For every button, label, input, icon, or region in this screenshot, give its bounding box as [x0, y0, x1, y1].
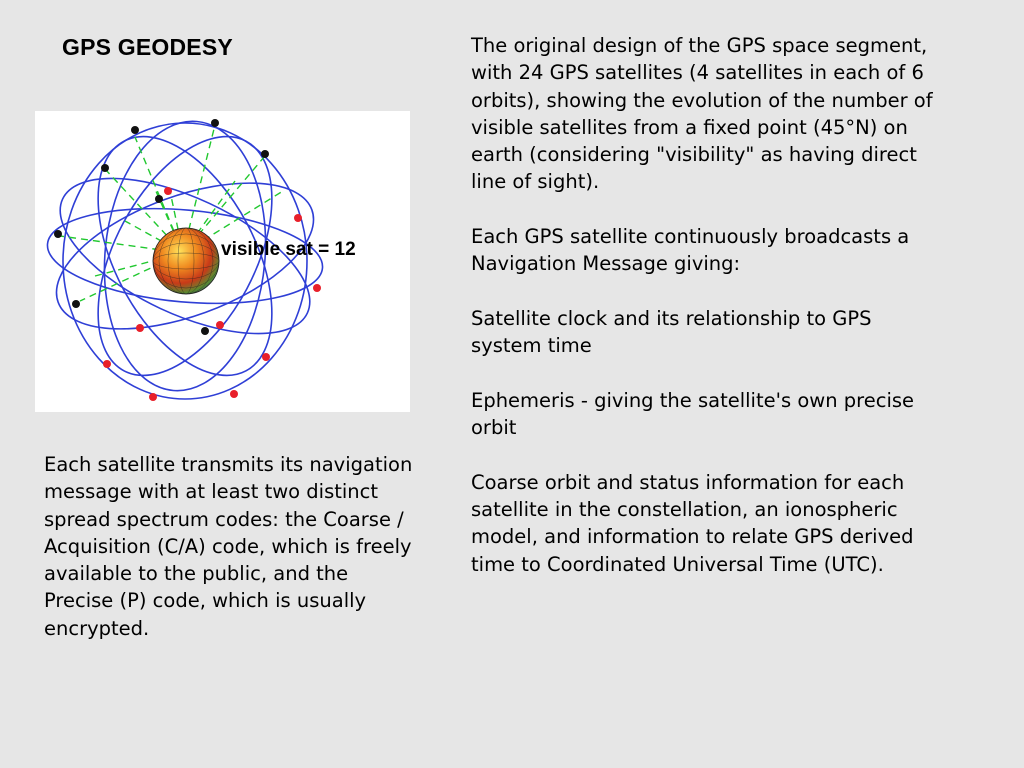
right-paragraph-4: Ephemeris - giving the satellite's own precise orbit	[471, 388, 915, 440]
visible-sat-label: visible sat = 12	[221, 239, 356, 260]
slide-title: GPS GEODESY	[62, 34, 233, 60]
right-paragraph-3: Satellite clock and its relationship to GPS system time	[471, 306, 872, 358]
gps-constellation-figure	[35, 111, 410, 412]
right-paragraph-2: Each GPS satellite continuously broadcasts a Navigation Message giving:	[471, 225, 910, 276]
left-paragraph: Each satellite transmits its navigation message with at least two distinct spread spectrum codes: the Coarse / Acquisition (C/A) code, which is freely available to the public, and the Precise (P) code, which is usually encrypted.	[44, 453, 413, 640]
right-text-column	[471, 32, 941, 605]
right-paragraph-5: Coarse orbit and status information for each satellite in the constellation, an ionospheric model, and information to relate GPS derived time to Coordinated Universal Time (UTC).	[471, 470, 914, 576]
right-paragraph-1: The original design of the GPS space segment, with 24 GPS satellites (4 satellites in each of 6 orbits), showing the evolution of the number of visible satellites from a fixed point (45°N) on earth (considering "visibility" as having direct line of sight).	[471, 34, 933, 194]
earth-globe	[153, 228, 219, 294]
